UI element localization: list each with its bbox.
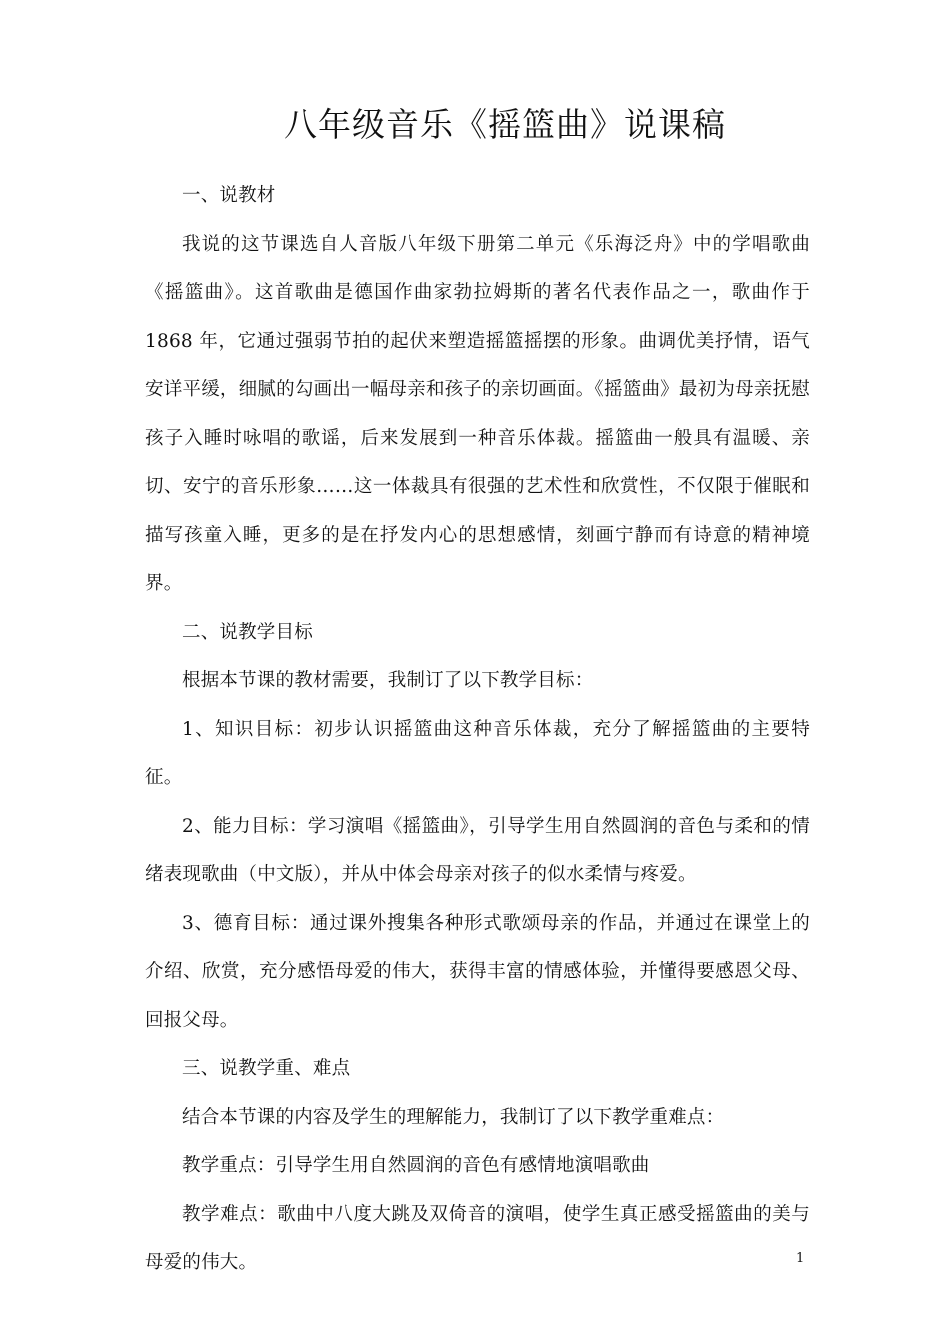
section-heading-textbook: 一、说教材 [182, 185, 276, 206]
paragraph-textbook-description: 我说的这节课选自人音版八年级下册第二单元《乐海泛舟》中的学唱歌曲《摇篮曲》。这首歌曲是德国作曲家勃拉姆斯的著名代表作品之一，歌曲作于 1868 年，它通过强弱节拍的起伏来塑造摇篮摇摆的形象。曲调优美抒情，语气安详平缓，细腻的勾画出一幅母亲和孩子的亲切画面。《摇篮曲》最初为母亲抚慰孩子入睡时咏唱的歌谣，后来发展到一种音乐体裁。摇篮曲一般具有温暖、亲切、安宁的音乐形象……这一体裁具有很强的艺术性和欣赏性，不仅限于催眠和描写孩童入睡，更多的是在抒发内心的思想感情，刻画宁静而有诗意的精神境界。 [145, 233, 810, 594]
paragraph-ability-goal: 2、能力目标：学习演唱《摇篮曲》，引导学生用自然圆润的音色与柔和的情绪表现歌曲（中文版），并从中体会母亲对孩子的似水柔情与疼爱。 [145, 815, 810, 885]
section-heading-teaching-goals: 二、说教学目标 [182, 621, 313, 643]
paragraph-teaching-difficulty: 教学难点：歌曲中八度大跳及双倚音的演唱，使学生真正感受摇篮曲的美与母爱的伟大。 [145, 1203, 810, 1273]
document-body [145, 172, 810, 1288]
paragraph-moral-goal: 3、德育目标：通过课外搜集各种形式歌颂母亲的作品，并通过在课堂上的介绍、欣赏，充分感悟母爱的伟大，获得丰富的情感体验，并懂得要感恩父母、回报父母。 [145, 912, 810, 1031]
page-number: 1 [796, 1251, 805, 1266]
document-title: 八年级音乐《摇篮曲》说课稿 [284, 105, 726, 144]
section-heading-key-points: 三、说教学重、难点 [182, 1058, 351, 1079]
paragraph-goals-intro: 根据本节课的教材需要，我制订了以下教学目标： [182, 670, 594, 691]
paragraph-teaching-focus: 教学重点：引导学生用自然圆润的音色有感情地演唱歌曲 [182, 1155, 650, 1176]
paragraph-knowledge-goal: 1、知识目标：初步认识摇篮曲这种音乐体裁，充分了解摇篮曲的主要特征。 [145, 718, 810, 788]
paragraph-key-points-intro: 结合本节课的内容及学生的理解能力，我制订了以下教学重难点： [182, 1106, 725, 1128]
